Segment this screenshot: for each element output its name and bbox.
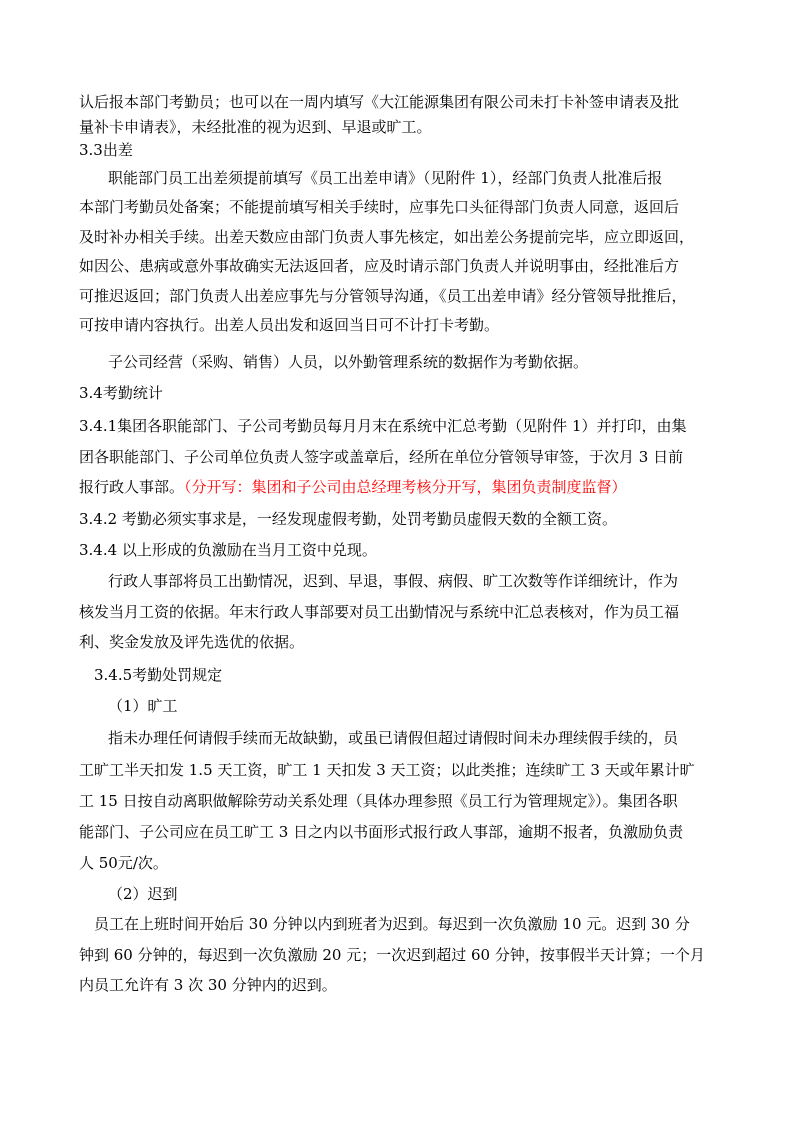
paragraph-text: 报行政人事部。 [79, 478, 185, 496]
paragraph-line: 员工在上班时间开始后 30 分钟以内到班者为迟到。每迟到一次负激励 10 元。迟到 30 分 [94, 915, 690, 933]
paragraph-line: 工 15 日按自动离职做解除劳动关系处理（具体办理参照《员工行为管理规定》）。集团各职 [79, 792, 678, 810]
paragraph-line: 核发当月工资的依据。年末行政人事部要对员工出勤情况与系统中汇总表核对，作为员工福 [79, 603, 680, 621]
section-heading: 3.4考勤统计 [79, 384, 163, 402]
paragraph-line: 职能部门员工出差须提前填写《员工出差申请》（见附件 1），经部门负责人批准后报 [108, 169, 663, 187]
paragraph-line: 可推迟返回；部门负责人出差应事先与分管领导沟通，《员工出差申请》经分管领导批推后， [79, 287, 687, 305]
subsection-heading: （1）旷工 [108, 697, 178, 715]
paragraph-line [79, 477, 627, 497]
paragraph-line: 钟到 60 分钟的，每迟到一次负激励 20 元；一次迟到超过 60 分钟，按事假半天计算；一个月 [79, 946, 705, 964]
section-heading: 3.3出差 [79, 141, 133, 159]
paragraph-line: 及时补办相关手续。出差天数应由部门负责人事先核定，如出差公务提前完毕，应立即返回， [79, 228, 695, 246]
red-annotation: （分开写：集团和子公司由总经理考核分开写，集团负责制度监督） [184, 478, 627, 496]
section-heading: 3.4.5考勤处罚规定 [94, 666, 223, 684]
paragraph-line: 指未办理任何请假手续而无故缺勤，或虽已请假但超过请假时间未办理续假手续的，员 [108, 729, 679, 747]
paragraph-line: 内员工允许有 3 次 30 分钟内的迟到。 [79, 976, 337, 994]
paragraph-line: 本部门考勤员处备案；不能提前填写相关手续时，应事先口头征得部门负责人同意，返回后 [79, 198, 680, 216]
paragraph-line: 利、奖金发放及评先选优的依据。 [79, 633, 305, 651]
paragraph-line: 工旷工半天扣发 1.5 天工资，旷工 1 天扣发 3 天工资；以此类推；连续旷工 3 天或年累计旷 [79, 761, 695, 779]
paragraph-line: 认后报本部门考勤员；也可以在一周内填写《大江能源集团有限公司未打卡补签申请表及批 [79, 93, 680, 111]
paragraph-line: 人 50元/次。 [79, 854, 168, 872]
subsection-heading: （2）迟到 [108, 885, 178, 903]
paragraph-line: 如因公、患病或意外事故确实无法返回者，应及时请示部门负责人并说明事由，经批准后方 [79, 257, 680, 275]
paragraph-line: 行政人事部将员工出勤情况，迟到、早退，事假、病假、旷工次数等作详细统计，作为 [108, 572, 679, 590]
paragraph-line: 团各职能部门、子公司单位负责人签字或盖章后，经所在单位分管领导审签，于次月 3 日前 [79, 448, 684, 466]
paragraph-line: 能部门、子公司应在员工旷工 3 日之内以书面形式报行政人事部，逾期不报者，负激励负责 [79, 823, 684, 841]
paragraph-line: 3.4.4 以上形成的负激励在当月工资中兑现。 [79, 541, 377, 559]
paragraph-line: 3.4.2 考勤必须实事求是，一经发现虚假考勤，处罚考勤员虚假天数的全额工资。 [79, 510, 617, 528]
paragraph-line: 量补卡申请表》，未经批准的视为迟到、早退或旷工。 [79, 118, 432, 136]
paragraph-line: 3.4.1集团各职能部门、子公司考勤员每月月末在系统中汇总考勤（见附件 1）并打印，由集 [79, 417, 687, 435]
paragraph-line: 子公司经营（采购、销售）人员，以外勤管理系统的数据作为考勤依据。 [108, 353, 589, 371]
paragraph-line: 可按申请内容执行。出差人员出发和返回当日可不计打卡考勤。 [79, 316, 500, 334]
